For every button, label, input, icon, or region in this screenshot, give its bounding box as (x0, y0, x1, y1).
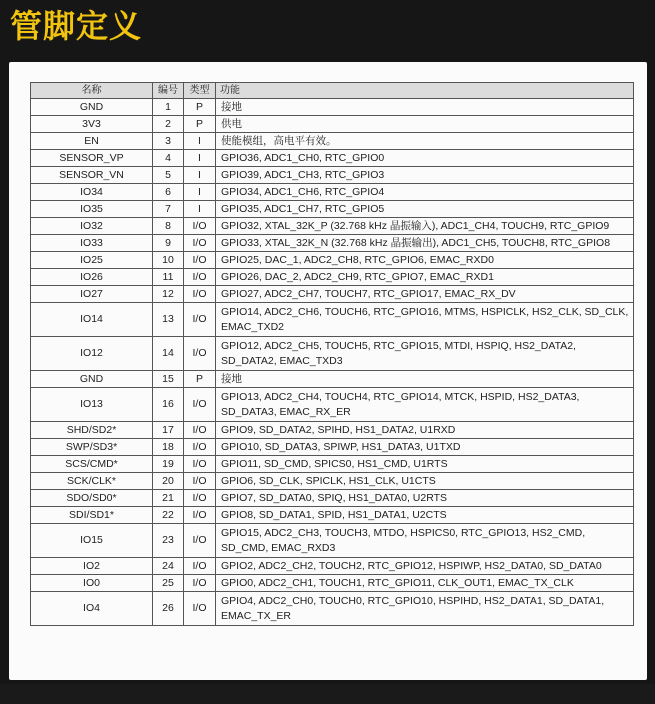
pin-number-cell: 12 (153, 286, 184, 303)
table-row (31, 456, 634, 473)
pin-definition-table (30, 82, 634, 626)
pin-name-cell: EN (31, 133, 153, 150)
table-row (31, 439, 634, 456)
pin-type-cell: I (184, 133, 216, 150)
table-row (31, 490, 634, 507)
pin-type-cell: P (184, 99, 216, 116)
pin-type-cell: I/O (184, 439, 216, 456)
pin-function-cell: GPIO32, XTAL_32K_P (32.768 kHz 晶振输入), ADC1_CH4, TOUCH9, RTC_GPIO9 (216, 218, 634, 235)
pin-name-cell: SDO/SD0* (31, 490, 153, 507)
pin-type-cell: I (184, 150, 216, 167)
pin-type-cell: I/O (184, 388, 216, 422)
table-row (31, 235, 634, 252)
pin-type-cell: I/O (184, 473, 216, 490)
pin-type-cell: P (184, 116, 216, 133)
pin-number-cell: 1 (153, 99, 184, 116)
pin-type-cell: I/O (184, 422, 216, 439)
pin-function-cell: GPIO33, XTAL_32K_N (32.768 kHz 晶振输出), ADC1_CH5, TOUCH8, RTC_GPIO8 (216, 235, 634, 252)
table-header-row (31, 83, 634, 99)
pin-number-cell: 3 (153, 133, 184, 150)
header-function: 功能 (216, 83, 634, 99)
pin-type-cell: I/O (184, 269, 216, 286)
pin-number-cell: 23 (153, 524, 184, 558)
pin-name-cell: IO2 (31, 558, 153, 575)
pin-function-cell: GPIO34, ADC1_CH6, RTC_GPIO4 (216, 184, 634, 201)
pin-function-cell: GPIO11, SD_CMD, SPICS0, HS1_CMD, U1RTS (216, 456, 634, 473)
pin-function-cell: GPIO35, ADC1_CH7, RTC_GPIO5 (216, 201, 634, 218)
pin-name-cell: IO26 (31, 269, 153, 286)
pin-name-cell: IO0 (31, 575, 153, 592)
pin-function-cell: GPIO9, SD_DATA2, SPIHD, HS1_DATA2, U1RXD (216, 422, 634, 439)
pin-function-cell: GPIO0, ADC2_CH1, TOUCH1, RTC_GPIO11, CLK_OUT1, EMAC_TX_CLK (216, 575, 634, 592)
pin-name-cell: IO34 (31, 184, 153, 201)
pin-function-cell: GPIO12, ADC2_CH5, TOUCH5, RTC_GPIO15, MTDI, HSPIQ, HS2_DATA2, SD_DATA2, EMAC_TXD3 (216, 337, 634, 371)
pin-type-cell: I/O (184, 252, 216, 269)
pin-number-cell: 17 (153, 422, 184, 439)
pin-type-cell: I (184, 201, 216, 218)
pin-type-cell: I (184, 184, 216, 201)
table-row (31, 371, 634, 388)
pin-name-cell: GND (31, 371, 153, 388)
pin-number-cell: 14 (153, 337, 184, 371)
table-row (31, 303, 634, 337)
pin-function-cell: GPIO6, SD_CLK, SPICLK, HS1_CLK, U1CTS (216, 473, 634, 490)
pin-name-cell: SDI/SD1* (31, 507, 153, 524)
pin-type-cell: I/O (184, 524, 216, 558)
table-row (31, 99, 634, 116)
pin-function-cell: GPIO8, SD_DATA1, SPID, HS1_DATA1, U2CTS (216, 507, 634, 524)
pin-name-cell: GND (31, 99, 153, 116)
table-row (31, 269, 634, 286)
table-row (31, 388, 634, 422)
document-page (9, 62, 647, 680)
pin-function-cell: 供电 (216, 116, 634, 133)
table-row (31, 201, 634, 218)
table-row (31, 218, 634, 235)
pin-function-cell: GPIO13, ADC2_CH4, TOUCH4, RTC_GPIO14, MTCK, HSPID, HS2_DATA3, SD_DATA3, EMAC_RX_ER (216, 388, 634, 422)
table-row (31, 575, 634, 592)
pin-function-cell: GPIO26, DAC_2, ADC2_CH9, RTC_GPIO7, EMAC_RXD1 (216, 269, 634, 286)
pin-name-cell: IO27 (31, 286, 153, 303)
pin-function-cell: 接地 (216, 99, 634, 116)
pin-function-cell: 接地 (216, 371, 634, 388)
pin-name-cell: IO12 (31, 337, 153, 371)
pin-number-cell: 25 (153, 575, 184, 592)
pin-function-cell: GPIO10, SD_DATA3, SPIWP, HS1_DATA3, U1TXD (216, 439, 634, 456)
pin-function-cell: GPIO4, ADC2_CH0, TOUCH0, RTC_GPIO10, HSPIHD, HS2_DATA1, SD_DATA1, EMAC_TX_ER (216, 592, 634, 626)
pin-type-cell: I/O (184, 507, 216, 524)
pin-name-cell: IO25 (31, 252, 153, 269)
pin-name-cell: SENSOR_VN (31, 167, 153, 184)
pin-number-cell: 6 (153, 184, 184, 201)
table-row (31, 507, 634, 524)
pin-name-cell: 3V3 (31, 116, 153, 133)
pin-number-cell: 4 (153, 150, 184, 167)
pin-type-cell: I/O (184, 558, 216, 575)
pin-name-cell: IO14 (31, 303, 153, 337)
table-row (31, 286, 634, 303)
header-name: 名称 (31, 83, 153, 99)
pin-function-cell: GPIO14, ADC2_CH6, TOUCH6, RTC_GPIO16, MTMS, HSPICLK, HS2_CLK, SD_CLK, EMAC_TXD2 (216, 303, 634, 337)
table-row (31, 558, 634, 575)
table-row (31, 116, 634, 133)
pin-number-cell: 10 (153, 252, 184, 269)
pin-name-cell: IO15 (31, 524, 153, 558)
pin-number-cell: 26 (153, 592, 184, 626)
pin-name-cell: SWP/SD3* (31, 439, 153, 456)
pin-function-cell: GPIO7, SD_DATA0, SPIQ, HS1_DATA0, U2RTS (216, 490, 634, 507)
pin-type-cell: P (184, 371, 216, 388)
table-row (31, 592, 634, 626)
pin-function-cell: 使能模组，高电平有效。 (216, 133, 634, 150)
pin-type-cell: I/O (184, 235, 216, 252)
table-row (31, 473, 634, 490)
pin-type-cell: I/O (184, 337, 216, 371)
pin-number-cell: 22 (153, 507, 184, 524)
pin-type-cell: I/O (184, 490, 216, 507)
pin-number-cell: 5 (153, 167, 184, 184)
pin-type-cell: I/O (184, 575, 216, 592)
pin-type-cell: I/O (184, 303, 216, 337)
pin-name-cell: SCK/CLK* (31, 473, 153, 490)
table-row (31, 150, 634, 167)
pin-number-cell: 11 (153, 269, 184, 286)
pin-function-cell: GPIO27, ADC2_CH7, TOUCH7, RTC_GPIO17, EMAC_RX_DV (216, 286, 634, 303)
pin-name-cell: IO32 (31, 218, 153, 235)
pin-function-cell: GPIO36, ADC1_CH0, RTC_GPIO0 (216, 150, 634, 167)
page-title: 管脚定义 (10, 7, 143, 45)
pin-name-cell: IO33 (31, 235, 153, 252)
pin-type-cell: I/O (184, 218, 216, 235)
pin-number-cell: 19 (153, 456, 184, 473)
pin-type-cell: I (184, 167, 216, 184)
table-body (31, 99, 634, 626)
pin-number-cell: 21 (153, 490, 184, 507)
pin-type-cell: I/O (184, 592, 216, 626)
pin-number-cell: 20 (153, 473, 184, 490)
pin-name-cell: IO13 (31, 388, 153, 422)
pin-name-cell: SHD/SD2* (31, 422, 153, 439)
pin-number-cell: 18 (153, 439, 184, 456)
pin-function-cell: GPIO39, ADC1_CH3, RTC_GPIO3 (216, 167, 634, 184)
pin-type-cell: I/O (184, 456, 216, 473)
table-row (31, 252, 634, 269)
header-type: 类型 (184, 83, 216, 99)
pin-function-cell: GPIO15, ADC2_CH3, TOUCH3, MTDO, HSPICS0, RTC_GPIO13, HS2_CMD, SD_CMD, EMAC_RXD3 (216, 524, 634, 558)
pin-function-cell: GPIO2, ADC2_CH2, TOUCH2, RTC_GPIO12, HSPIWP, HS2_DATA0, SD_DATA0 (216, 558, 634, 575)
table-row (31, 167, 634, 184)
pin-type-cell: I/O (184, 286, 216, 303)
pin-number-cell: 9 (153, 235, 184, 252)
header-number: 编号 (153, 83, 184, 99)
pin-number-cell: 15 (153, 371, 184, 388)
pin-number-cell: 7 (153, 201, 184, 218)
bottom-bar (0, 684, 655, 704)
pin-name-cell: IO4 (31, 592, 153, 626)
pin-number-cell: 16 (153, 388, 184, 422)
table-row (31, 524, 634, 558)
pin-number-cell: 2 (153, 116, 184, 133)
table-row (31, 184, 634, 201)
table-row (31, 133, 634, 150)
pin-number-cell: 8 (153, 218, 184, 235)
pin-number-cell: 13 (153, 303, 184, 337)
pin-name-cell: SENSOR_VP (31, 150, 153, 167)
pin-function-cell: GPIO25, DAC_1, ADC2_CH8, RTC_GPIO6, EMAC_RXD0 (216, 252, 634, 269)
pin-name-cell: IO35 (31, 201, 153, 218)
pin-number-cell: 24 (153, 558, 184, 575)
table-row (31, 337, 634, 371)
table-row (31, 422, 634, 439)
pin-name-cell: SCS/CMD* (31, 456, 153, 473)
